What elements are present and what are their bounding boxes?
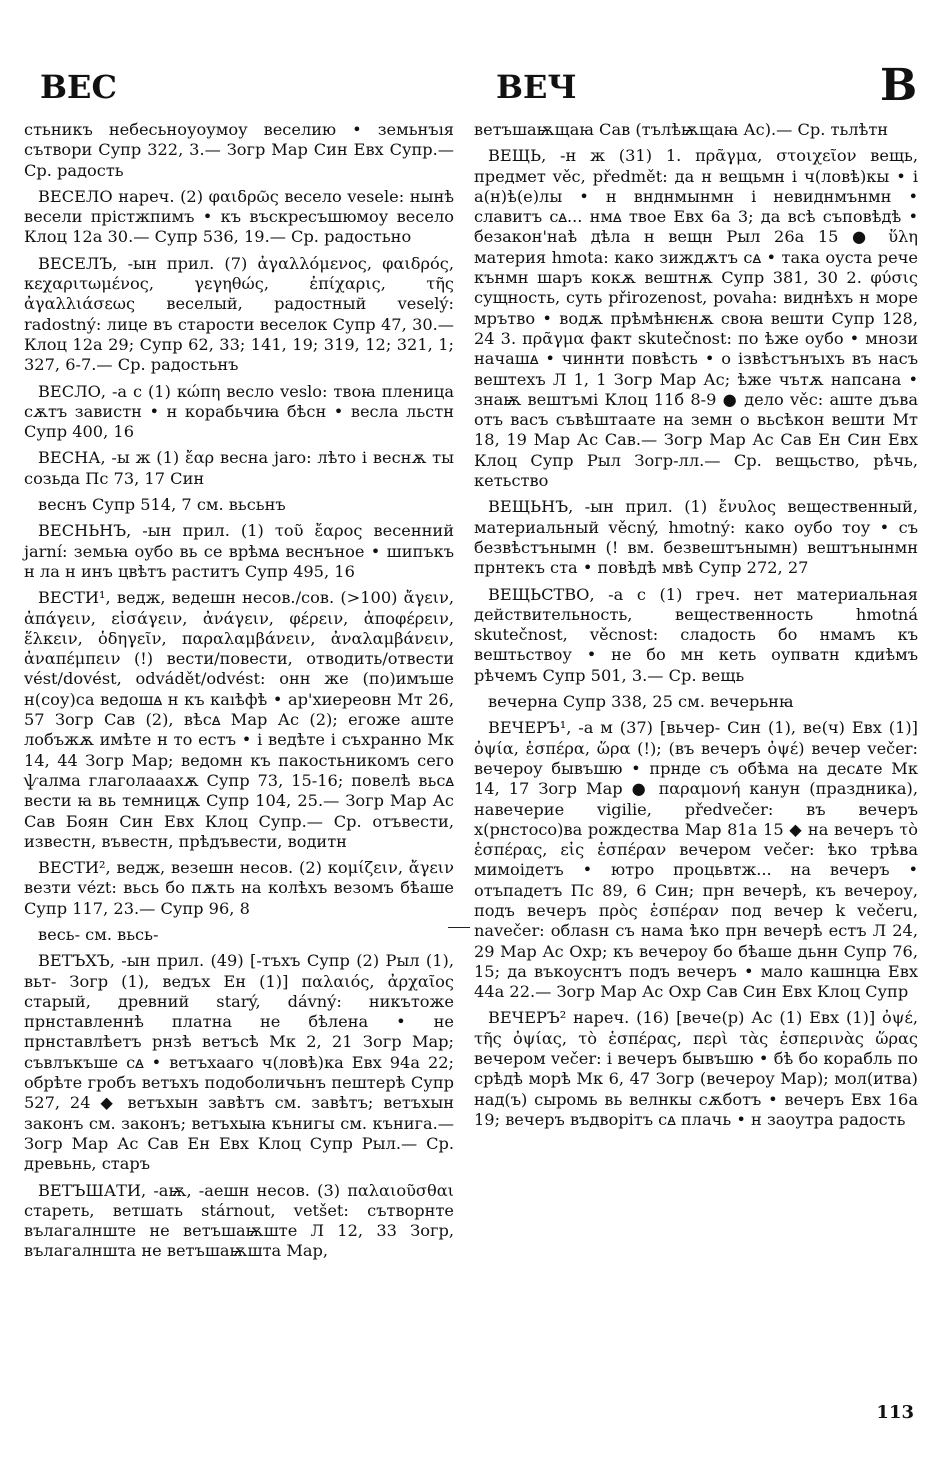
section-letter: В bbox=[880, 60, 918, 111]
dictionary-entry: ВЕЩЬ, -н ж (31) 1. πρᾶγμα, στοιχεῖον вещь, предмет věc, předmět: да н вещьмн і ч(ловѣ)кы • і а(н)ѣ(е)лы • н внднмынмн і невиднмънмн • славитъ сꙙ... нмꙙ твое Евх 6а 3; да всѣ съповѣдѣ • безакон'нaѣ дѣла н вещн Рыл 26а 15 ● ὕλη материя hmota: како зиждѫтъ сꙙ • така оуста рече кънмн шаръ кокѫ вештнѫ Супр 381, 30 2. φύσις сущность, суть přirozenost, povaha: виднѣхъ н море мрътво • водѫ прѣмѣнѥнѫ своꙗ вешти Супр 128, 24 3. πρᾶγμα факт skutečnost: по ѣже оубо • мнози начашꙙ • чиннти повѣсть • о ізвѣстънъıхъ въ насъ вештехъ Л 1, 1 Зогр Мар Ас; ѣже чътѫ напсана • знаѭ вештъмі Клоц 11б 8-9 ● дело věc: аште дъва отъ васъ съвѣштаате на земн о вьсѣкон вешти Мт 18, 19 Мар Ас Сав.— Зогр Мар Ас Сав Ен Син Евх Клоц Супр Рыл Зогр-лл.— Ср. вещьство, рѣчь, кетьство bbox=[474, 146, 918, 491]
dictionary-entry: ВЕСТИ², ведж, везешн несов. (2) κομίζειν, ἄγειν везти vézt: вьсь бо пѫть на колѣхъ везомъ бѣаше Супр 117, 23.— Супр 96, 8 bbox=[24, 858, 454, 918]
margin-dash bbox=[448, 927, 470, 928]
dictionary-entry: стьникъ небесьноуоумоу веселию • земьнъıя сътвори Супр 322, 3.— Зогр Мар Син Евх Супр.— Ср. радость bbox=[24, 120, 454, 180]
dictionary-entry: ВЕЩЬСТВО, -а с (1) греч. нет материальная действительность, вещественность hmotná skutečnost, věcnost: сладость бо нмамъ къ вештьствоу • не бо мн кеть оупватн кдиѣмъ рѣчемъ Супр 501, 3.— Ср. вещь bbox=[474, 584, 918, 685]
dictionary-entry: ВЕСЕЛО нареч. (2) φαιδρῶς весело vesele: нынѣ весели прiстжпимъ • къ въскресъшюмоу весело Клоц 12а 30.— Супр 536, 19.— Ср. радостьно bbox=[24, 186, 454, 247]
dictionary-entry: веснъ Супр 514, 7 см. вьсьнъ bbox=[38, 495, 286, 515]
dictionary-entry: ветъшаѭщаꙗ Сав (тълѣѭщаꙗ Ас).— Ср. тьлѣтн bbox=[474, 120, 889, 139]
left-running-headword: ВЕС bbox=[40, 68, 117, 106]
dictionary-entry: весь- см. вьсь- bbox=[38, 924, 159, 944]
left-column bbox=[24, 120, 454, 1268]
dictionary-entry: ВЕСЛО, -а с (1) κώπη весло veslo: твоꙗ пленица сѫтъ завистн • н корабьчиꙗ бѣсн • весла льстн Супр 400, 16 bbox=[24, 381, 454, 442]
dictionary-entry: ВЕСНА, -ы ж (1) ἔαρ весна jaro: лѣто і веснѫ ты созьда Пс 73, 17 Син bbox=[24, 448, 454, 488]
dictionary-entry: ВЕСНЬНЪ, -ын прил. (1) τοῦ ἔαρος весенний jarní: земьꙗ оубо вь се врѣмꙙ веснъное • шипъкъ н ла н инъ цвѣтъ раститъ Супр 495, 16 bbox=[24, 521, 454, 581]
dictionary-entry: ВЕСЕЛЪ, -ын прил. (7) ἀγαλλόμενος, φαιδρός, κεχαριτωμένος, γεγηθώς, ἐπίχαρις, τῆς ἀγαλλιάσεως веселый, радостный veselý: radostný: лице въ старости веселок Супр 47, 30.— Клоц 12а 29; Супр 62, 33; 141, 19; 319, 12; 321, 1; 327, 6-7.— Ср. радостьнъ bbox=[24, 253, 454, 375]
page-number: 113 bbox=[876, 1402, 914, 1423]
dictionary-entry: вечерна Супр 338, 25 см. вечерьнꙗ bbox=[488, 692, 794, 712]
dictionary-entry: ВЕЧЕРЪ² нареч. (16) [вече(р) Ас (1) Евх (1)] ὀψέ, τῆς ὀψίας, τὸ ἑσπέρας, περὶ τὰς ἑσπερινὰς ὥρας вечером večer: і вечеръ бывъшю • бѣ бо корабль по срѣдѣ морѣ Мк 6, 47 Зогр (вечероу Мар); мол(итва) над(ъ) сыромь вь велнкы сѫботъ • вечеръ Евх 16а 19; вечеръ въдворітъ сꙙ плачь • н заоутра радость bbox=[474, 1008, 918, 1129]
right-column bbox=[474, 120, 918, 1136]
dictionary-entry: ВЕСТИ¹, ведж, ведешн несов./сов. (>100) ἄγειν, ἀπάγειν, εἰσάγειν, ἀνάγειν, φέρειν, ἀποφέρειν, ἕλκειν, ὁδηγεῖν, παραλαμβάνειν, ἀναλαμβάνειν, ἀναπέμπειν (!) вести/повести, отводить/отвести vést/dovést, odvádět/odvést: онн же (по)имъше н(соу)са ведошꙙ н къ каıѣфѣ • ар'хиереовн Мт 26, 57 Зогр Сав (2), вѣсꙙ Мар Ас (2); егоже аште лобъжѫ имѣте н то естъ • і ведѣте і съхранно Мк 14, 44 Зогр Мар; ведомн къ пакостьникомъ сего ѱалма глаголааахѫ Супр 73, 15-16; повелѣ вьсꙙ вести ꙗ вь темницѫ Супр 104, 25.— Зогр Мар Ас Сав Боян Син Евх Клоц Супр.— Ср. отъвести, известн, въвестн, прѣдъвести, водитн bbox=[24, 588, 454, 851]
dictionary-entry: ВЕТЪХЪ, -ын прил. (49) [-тъхъ Супр (2) Рыл (1), вьт- Зогр (1), ведъх Ен (1)] παλαιός, ἀρχαῖος старый, древний starý, dávný: никътоже прнставленнѣ платна не бѣлена • не прнставлѣетъ рнзѣ ветъсѣ Мк 2, 21 Зогр Мар; съвлъкъше сꙙ • ветъхааго ч(ловѣ)ка Евх 94а 22; обрѣте гробъ ветъхъ подоболичьнъ пештерѣ Супр 527, 24 ◆ ветъхын завѣтъ см. завѣтъ; ветъхын законъ см. законъ; ветъхыꙗ кънигы см. кънига.— Зогр Мар Ас Сав Ен Евх Клоц Супр Рыл.— Ср. древьнь, старъ bbox=[24, 951, 454, 1174]
dictionary-entry: ВЕЧЕРЪ¹, -а м (37) [вьчер- Син (1), ве(ч) Евх (1)] ὀψία, ἑσπέρα, ὥρα (!); (въ вечеръ ὀψέ) вечер večer: вечероу бывъшю • прнде съ обѣма на десꙙте Мк 14, 17 Зогр Мар ● παραμονή канун (праздника), навечерие vigilie, předvečer: въ вечеръ х(рнстосо)ва рождества Мар 81а 15 ◆ на вечеръ τὸ ἑσπέρας, εἰς ἑσπέραν вечером večer: ѣко трѣва мимоідетъ • ютро процьвтж... на вечеръ • отъпадетъ Пс 89, 6 Син; прн вечерѣ, къ вечероу, подъ вечеръ πρὸς ἑσπέραν под вечер k večeru, navečer: облаѕн съ нама ѣко прн вечерѣ естъ Л 24, 29 Мар Ас Охр; къ вечероу бо бѣаше дьнн Супр 76, 15; да въкоуснтъ подъ вечеръ • мало кашнцꙗ Евх 44а 22.— Зогр Мар Ас Охр Сав Син Евх Клоц Супр bbox=[474, 718, 918, 1002]
dictionary-entry: ВЕЩЬНЪ, -ын прил. (1) ἔνυλος вещественный, материальный věcný, hmotný: како оубо тоу • съ безвѣстънымн (! вм. безвештънымн) вештънынмн прнтекъ ста • повѣдѣ мвѣ Супр 272, 27 bbox=[474, 497, 918, 578]
dictionary-entry: ВЕТЪШАТИ, -аѭ, -аешн несов. (3) παλαιοῦσθαι стареть, ветшать stárnout, vetšet: сътворнте вълагалнште не ветъшаѭште Л 12, 33 Зогр, вълагалнштa не ветъшаѭштa Мар, bbox=[24, 1180, 454, 1261]
running-header bbox=[0, 60, 950, 110]
center-running-headword: ВЕЧ bbox=[496, 68, 577, 106]
